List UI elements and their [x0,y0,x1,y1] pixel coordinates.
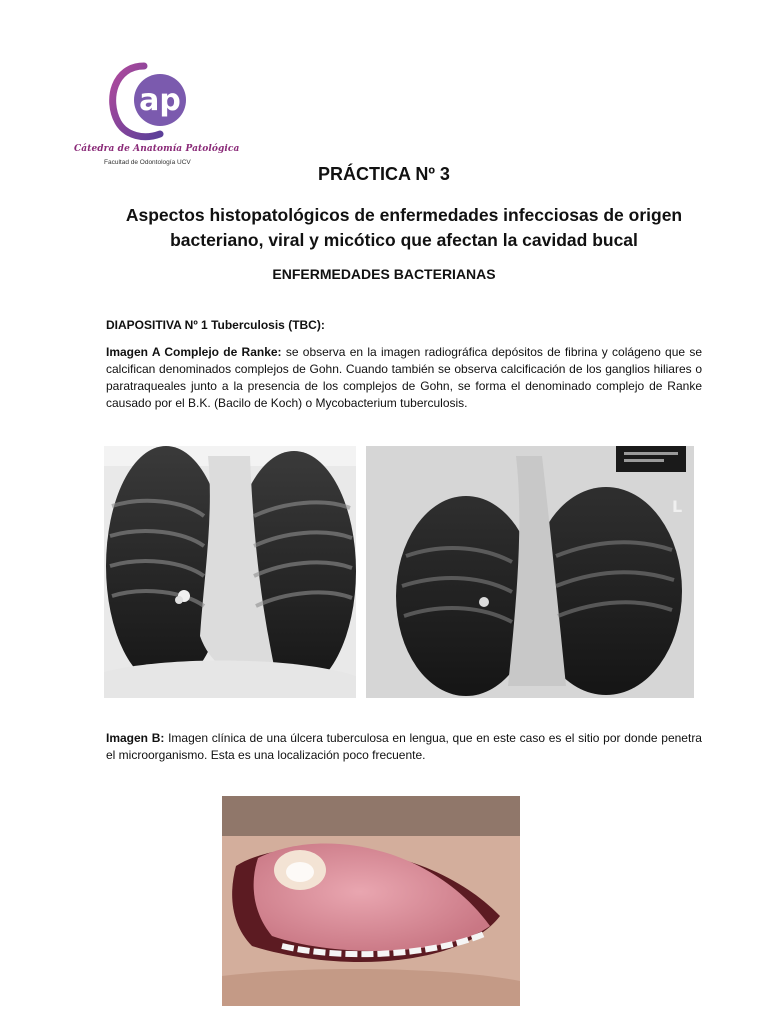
practice-title: PRÁCTICA Nº 3 [318,164,450,184]
chest-xray-image-2 [366,446,694,698]
image-b-label: Imagen B: [106,731,165,745]
image-a-paragraph [106,344,702,412]
faculty-logo [74,60,240,172]
tongue-ulcer-photo [222,796,520,1006]
chest-xray-image-1 [104,446,356,698]
page-heading [104,203,704,253]
heading-line-2: bacteriano, viral y micótico que afectan la cavidad bucal [170,230,638,250]
svg-text:ap: ap [139,83,181,118]
image-b-text: Imagen clínica de una úlcera tuberculosa en lengua, que en este caso es el sitio por donde penetra el microorganismo. Esta es una localización poco frecuente. [106,731,702,762]
section-heading: ENFERMEDADES BACTERIANAS [272,266,496,282]
image-a-text: se observa en la imagen radiográfica depósitos de fibrina y colágeno que se calcifican denominados complejos de Gohn. Cuando también se observa calcificación de los ganglios hiliares o paratraqueales junto a la presencia de los complejos de Gohn, se forma el denominado complejo de Ranke causado por el B.K. (Bacilo de Koch) o Mycobacterium tuberculosis. [106,345,702,410]
image-b-paragraph [106,730,702,764]
logo-name: Cátedra de Anatomía Patológica [74,144,240,154]
logo-faculty: Facultad de Odontología UCV [104,159,191,166]
heading-line-1: Aspectos histopatológicos de enfermedades infecciosas de origen [125,205,683,225]
image-a-label: Imagen A Complejo de Ranke: [106,345,282,359]
slide-label: DIAPOSITIVA Nº 1 Tuberculosis (TBC): [106,318,325,332]
xray-marker-icon: L [672,497,683,516]
logo-mark-icon [74,60,226,144]
